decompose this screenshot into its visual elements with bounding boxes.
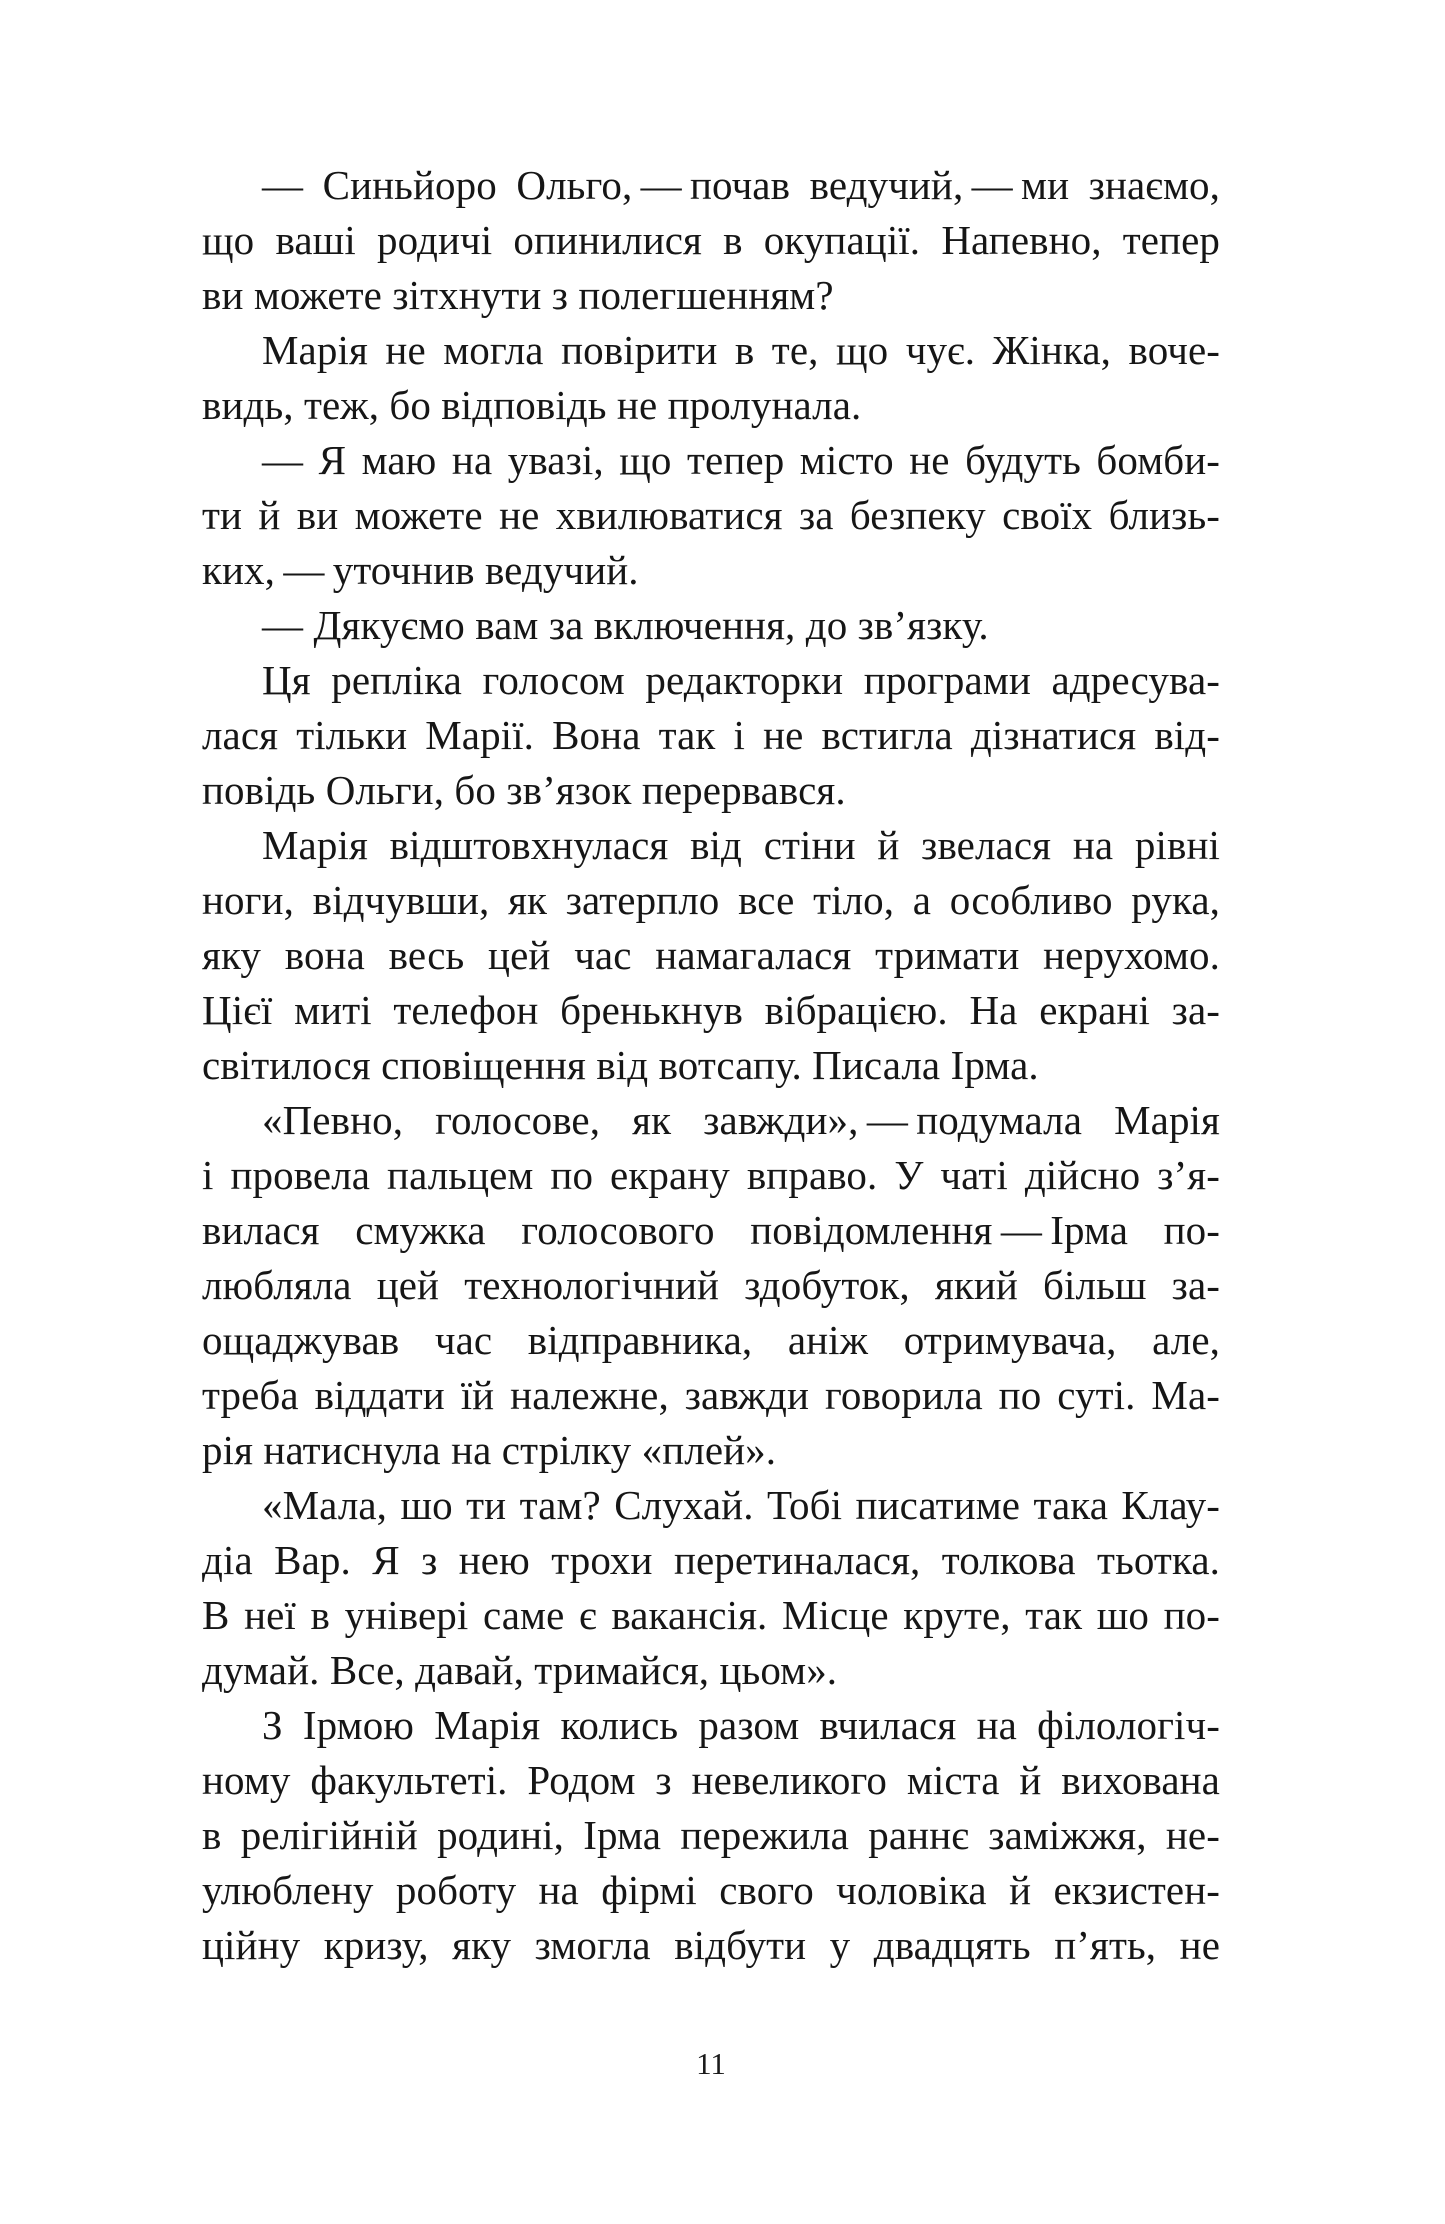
text-line: ких, — уточнив ведучий. [202,547,639,593]
text-line: любляла цей технологічний здобуток, який більш за- [202,1262,1220,1308]
text-line: в релігійній родині, Ірма пережила раннє заміжжя, не- [202,1812,1220,1858]
text-line: З Ірмою Марія колись разом вчилася на філологіч- [262,1702,1220,1748]
paragraph [202,653,1220,818]
text-line: Марія не могла повірити в те, що чує. Жінка, воче- [262,327,1220,373]
text-line: діа Вар. Я з нею трохи перетиналася, толкова тьотка. [202,1537,1220,1583]
text-line: повідь Ольги, бо зв’язок перервався. [202,767,846,813]
paragraph [202,433,1220,598]
text-line: Цієї миті телефон бренькнув вібрацією. На екрані за- [202,987,1220,1033]
text-line: «Мала, шо ти там? Слухай. Тобі писатиме така Клау- [262,1482,1220,1528]
paragraph [202,598,1220,653]
paragraph [202,1478,1220,1698]
text-line: ному факультеті. Родом з невеликого міста й вихована [202,1757,1220,1803]
text-line: В неї в універі саме є вакансія. Місце круте, так шо по- [202,1592,1220,1638]
text-line: ви можете зітхнути з полегшенням? [202,272,834,318]
text-line: рія натиснула на стрілку «плей». [202,1427,777,1473]
text-line: ноги, відчувши, як затерпло все тіло, а особливо рука, [202,877,1220,923]
page-text [202,158,1220,1973]
paragraph [202,158,1220,323]
text-line: — Дякуємо вам за включення, до зв’язку. [262,602,989,648]
page-number: 11 [696,2046,726,2081]
paragraph [202,818,1220,1093]
text-line: — Синьйоро Ольго, — почав ведучий, — ми знаємо, [262,162,1220,208]
text-line: що ваші родичі опинилися в окупації. Напевно, тепер [202,217,1220,263]
text-line: — Я маю на увазі, що тепер місто не будуть бомби- [262,437,1220,483]
paragraph [202,323,1220,433]
text-line: і провела пальцем по екрану вправо. У чаті дійсно з’я- [202,1152,1220,1198]
text-line: «Певно, голосове, як завжди», — подумала Марія [262,1097,1220,1143]
text-line: треба віддати їй належне, завжди говорила по суті. Ма- [202,1372,1220,1418]
paragraph [202,1698,1220,1973]
text-line: ощаджував час відправника, аніж отримувача, але, [202,1317,1220,1363]
text-line: світилося сповіщення від вотсапу. Писала Ірма. [202,1042,1039,1088]
text-line: вилася смужка голосового повідомлення — Ірма по- [202,1207,1220,1253]
text-line: лася тільки Марії. Вона так і не встигла дізнатися від- [202,712,1220,758]
text-line: Ця репліка голосом редакторки програми адресува- [262,657,1220,703]
text-line: яку вона весь цей час намагалася тримати нерухомо. [202,932,1220,978]
text-line: ти й ви можете не хвилюватися за безпеку своїх близь- [202,492,1220,538]
text-line: видь, теж, бо відповідь не пролунала. [202,382,862,428]
text-line: улюблену роботу на фірмі свого чоловіка й екзистен- [202,1867,1220,1913]
paragraph [202,1093,1220,1478]
text-line: Марія відштовхнулася від стіни й звелася на рівні [262,822,1220,868]
text-line: ційну кризу, яку змогла відбути у двадцять п’ять, не [202,1922,1220,1968]
text-line: думай. Все, давай, тримайся, цьом». [202,1647,838,1693]
